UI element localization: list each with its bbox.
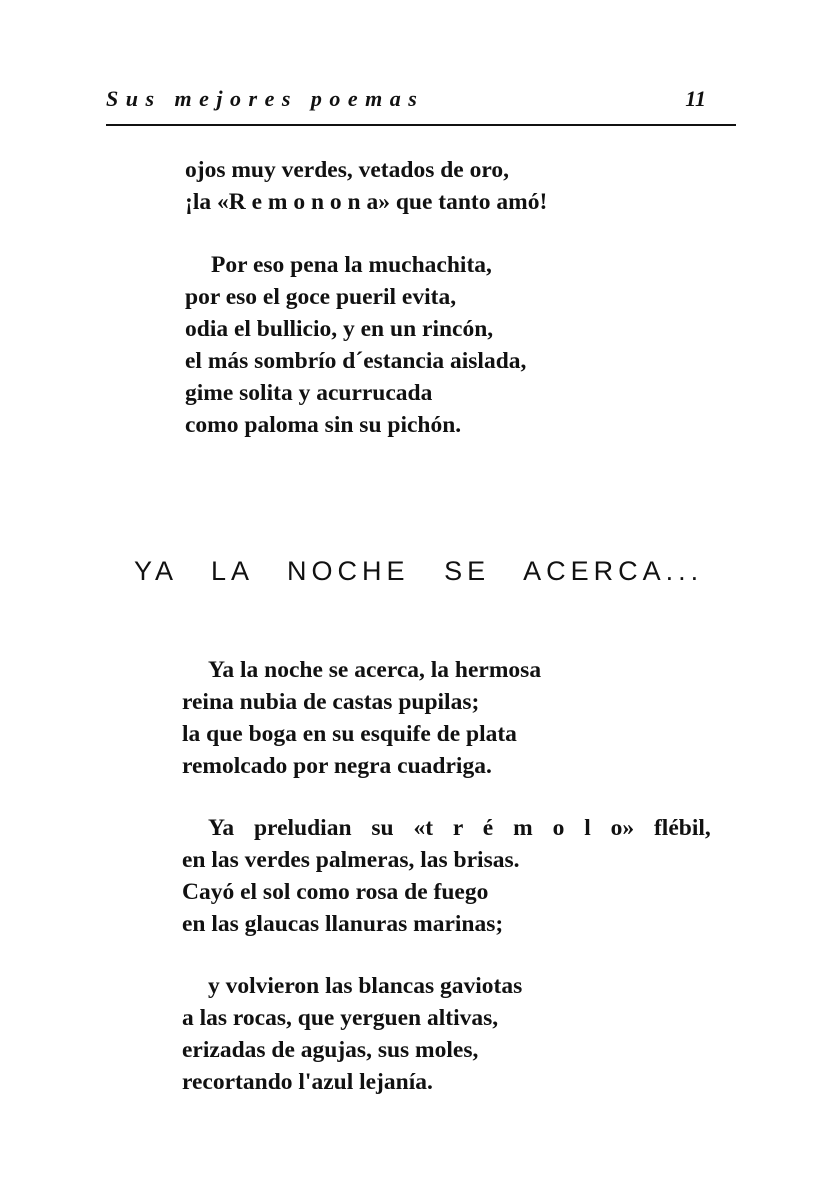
verse-line: remolcado por negra cuadriga. xyxy=(182,753,492,779)
poem-stanza-2 xyxy=(182,812,711,940)
verse-line: el más sombrío d´estancia aislada, xyxy=(185,348,527,374)
verse-line: Cayó el sol como rosa de fuego xyxy=(182,879,489,905)
poem-title: YA LA NOCHE SE ACERCA... xyxy=(134,556,704,586)
poem-stanza-1 xyxy=(182,654,541,782)
poem-stanza-3 xyxy=(182,970,522,1098)
verse-line: la que boga en su esquife de plata xyxy=(182,721,517,747)
verse-line: como paloma sin su pichón. xyxy=(185,412,462,438)
prev-stanza-2 xyxy=(185,249,526,441)
verse-line: erizadas de agujas, sus moles, xyxy=(182,1037,479,1063)
verse-line: Ya preludian su «t r é m o l o» flébil, xyxy=(208,815,711,841)
running-title: S u s m e j o r e s p o e m a s xyxy=(106,86,418,111)
running-header xyxy=(106,86,736,120)
verse-line: recortando l'azul lejanía. xyxy=(182,1069,433,1095)
verse-line: reina nubia de castas pupilas; xyxy=(182,689,480,715)
page-number: 11 xyxy=(685,86,706,111)
verse-line: ojos muy verdes, vetados de oro, xyxy=(185,157,509,183)
verse-line: gime solita y acurrucada xyxy=(185,380,433,406)
verse-line: odia el bullicio, y en un rincón, xyxy=(185,316,494,342)
header-rule xyxy=(106,124,736,126)
verse-line: a las rocas, que yerguen altivas, xyxy=(182,1005,499,1031)
verse-line: en las verdes palmeras, las brisas. xyxy=(182,847,520,873)
verse-line: Por eso pena la muchachita, xyxy=(211,252,492,278)
prev-stanza-1 xyxy=(185,154,547,218)
verse-line: ¡la «R e m o n o n a» que tanto amó! xyxy=(185,189,548,215)
verse-line: Ya la noche se acerca, la hermosa xyxy=(208,657,542,683)
verse-line: en las glaucas llanuras marinas; xyxy=(182,911,504,937)
verse-line: por eso el goce pueril evita, xyxy=(185,284,457,310)
verse-line: y volvieron las blancas gaviotas xyxy=(208,973,523,999)
